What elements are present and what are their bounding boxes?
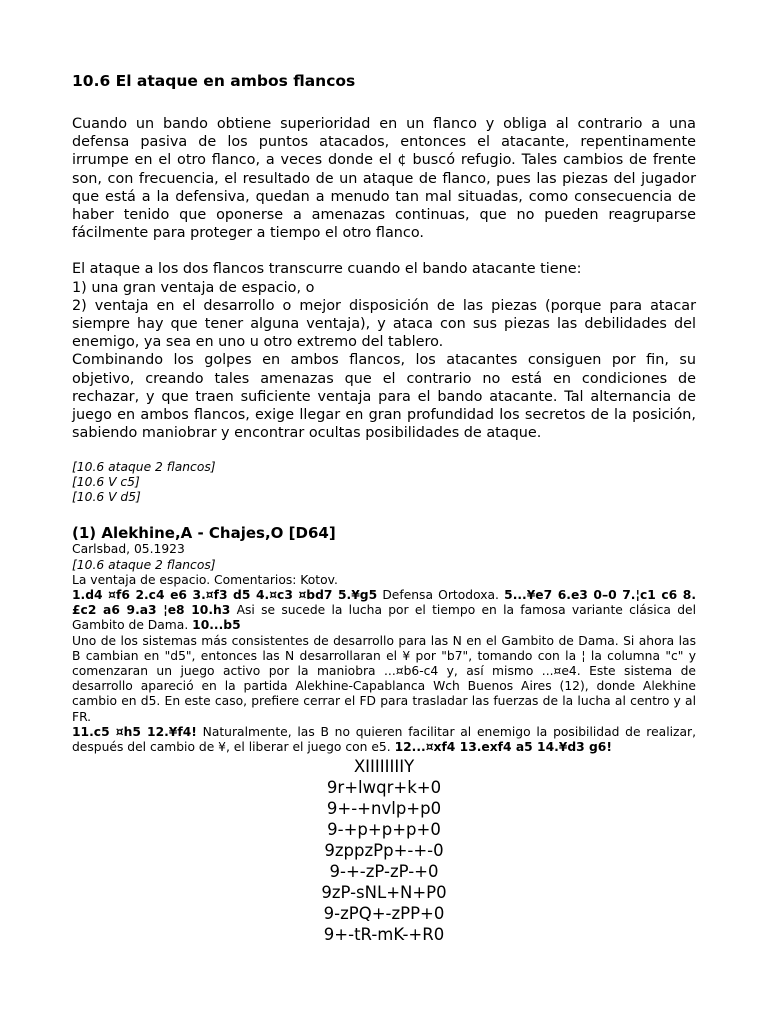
- game-moves-paragraph: [72, 725, 696, 755]
- tag-line: [10.6 V c5]: [72, 475, 140, 490]
- paragraph-conditions-intro: El ataque a los dos flancos transcurre cuando el bando atacante tiene:: [72, 261, 582, 278]
- move-sequence: 12...¤xf4 13.exf4 a5 14.¥d3 g6!: [394, 740, 612, 755]
- game-comment: Uno de los sistemas más consistentes de desarrollo para las N en el Gambito de Dama. Si ahora las B cambian en "d5", entonces las N desarrollaran el ¥ por "b7", tomando con la ¦ la columna "c" y comenzaran un juego activo por la maniobra ...¤b6-c4 y, así mismo ...¤e4. Este sistema de desarrollo apareció en la partida Alekhine-Capablanca Wch Buenos Aires (12), donde Alekhine cambio en d5. En este caso, prefiere cerrar el FD para trasladar las fuerzas de la lucha al centro y al FR.: [72, 633, 696, 724]
- chess-diagram: [72, 756, 696, 945]
- move-sequence: 5...¥e7 6.e3 0–0 7.¦c1 c6 8.£c2 a6 9.a3 ¦e8 10.h3: [72, 588, 697, 618]
- diagram-row: 9-+p+p+p+0: [327, 820, 441, 840]
- section-title: 10.6 El ataque en ambos flancos: [72, 72, 356, 90]
- game-title: (1) Alekhine,A - Chajes,O [D64]: [72, 524, 336, 543]
- diagram-row: XIIIIIIIIY: [353, 757, 415, 777]
- diagram-row: 9zP-sNL+N+P0: [321, 883, 447, 903]
- game-place-date: Carlsbad, 05.1923: [72, 542, 185, 557]
- paragraph-condition-2: 2) ventaja en el desarrollo o mejor disposición de las piezas (porque para atacar siempre hay que tener alguna ventaja), y ataca con sus piezas las debilidades del enemigo, ya sea en uno u otro extremo del tablero.: [72, 297, 696, 351]
- diagram-row: 9-zPQ+-zPP+0: [323, 904, 445, 924]
- tag-list: [72, 460, 696, 505]
- diagram-row: 9r+lwqr+k+0: [326, 778, 442, 798]
- tag-line: [10.6 V d5]: [72, 490, 141, 505]
- annotation-text: Asi se sucede la lucha por el tiempo en la famosa variante clásica del Gambito de Dama.: [72, 603, 696, 633]
- annotation-text: Naturalmente, las B no quieren facilitar al enemigo la posibilidad de realizar, después del cambio de ¥, el liberar el juego con e5.: [72, 724, 696, 755]
- paragraph-intro: Cuando un bando obtiene superioridad en un flanco y obliga al contrario a una defensa pasiva de los puntos atacados, entonces el atacante, repentinamente irrumpe en el otro flanco, a veces donde el ¢ buscó refugio. Tales cambios de frente son, con frecuencia, el resultado de un ataque de flanco, pues las piezas del jugador que está a la defensiva, quedan a menudo tan mal situadas, como consecuencia de haber tenido que oponerse a amenazas continuas, que no pueden reagruparse fácilmente para proteger a tiempo el otro flanco.: [72, 116, 696, 242]
- annotation-text: Defensa Ortodoxa.: [377, 588, 505, 603]
- paragraph-condition-1: 1) una gran ventaja de espacio, o: [72, 279, 315, 296]
- game-moves-paragraph: [72, 588, 696, 634]
- diagram-row: 9zppzPp+-+-0: [324, 841, 444, 861]
- diagram-row: 9+-tR-mK-+R0: [323, 925, 445, 945]
- game-tag: [10.6 ataque 2 flancos]: [72, 557, 216, 572]
- diagram-row: 9+-+nvlp+p0: [326, 799, 442, 819]
- game-intro: La ventaja de espacio. Comentarios: Kotov.: [72, 572, 338, 587]
- move-sequence: 11.c5 ¤h5 12.¥f4!: [72, 724, 197, 739]
- diagram-row: 9-+-zP-zP-+0: [329, 862, 439, 882]
- move-sequence: 1.d4 ¤f6 2.c4 e6 3.¤f3 d5 4.¤c3 ¤bd7 5.¥g5: [72, 588, 378, 603]
- tag-line: [10.6 ataque 2 flancos]: [72, 460, 216, 475]
- paragraph-combining: Combinando los golpes en ambos flancos, los atacantes consiguen por fin, su objetivo, creando tales amenazas que el contrario no está en condiciones de rechazar, y que traen suficiente ventaja para el bando atacante. Tal alternancia de juego en ambos flancos, exige llegar en gran profundidad los secretos de la posición, sabiendo maniobrar y encontrar ocultas posibilidades de ataque.: [72, 352, 696, 442]
- move-sequence: 10...b5: [192, 618, 241, 633]
